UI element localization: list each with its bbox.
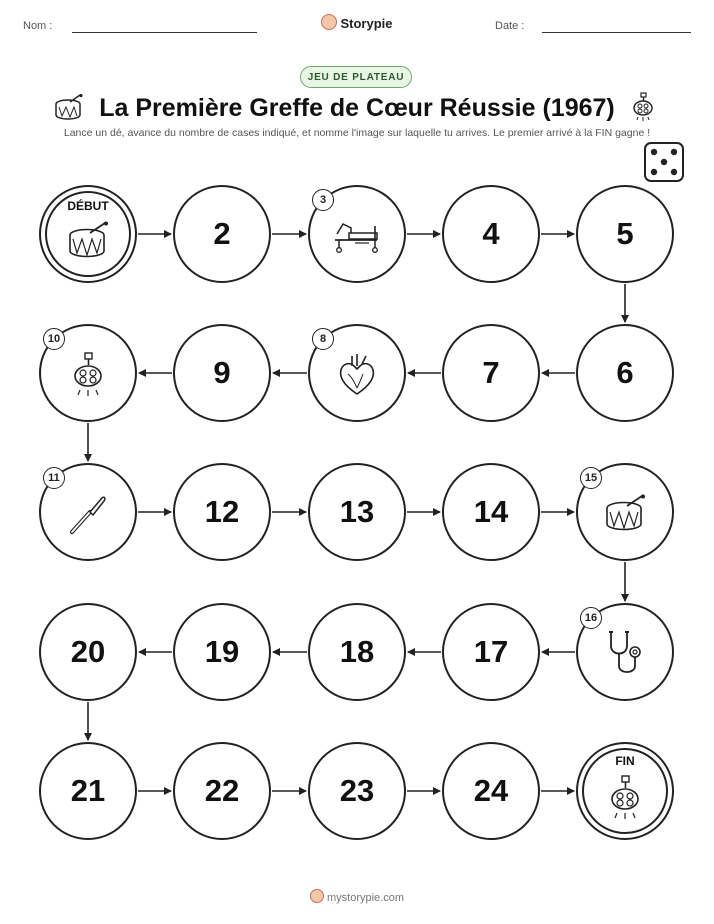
cell-number-badge: 8	[312, 328, 334, 350]
instructions: Lance un dé, avance du nombre de cases indiqué, et nomme l'image sur laquelle tu arrives. Le premier arrivé à la FIN gagne !	[63, 127, 651, 139]
start-label: DÉBUT	[67, 199, 109, 213]
cell-number: 17	[473, 634, 509, 669]
board-cell-23	[308, 742, 406, 840]
board-cell-25	[576, 742, 674, 840]
board-cell-12	[173, 463, 271, 561]
finish-label: FIN	[615, 754, 635, 768]
cell-number: 24	[473, 773, 509, 808]
cell-number: 20	[70, 634, 106, 669]
drum-icon	[602, 494, 648, 539]
board-cell-10	[39, 324, 137, 422]
cell-number: 19	[204, 634, 240, 669]
cell-number: 22	[204, 773, 240, 808]
date-label: Date :	[495, 20, 525, 32]
board-cell-9	[173, 324, 271, 422]
board-cell-5	[576, 185, 674, 283]
heart-icon	[335, 352, 379, 403]
board-cell-21	[39, 742, 137, 840]
storypie-logo-icon	[310, 889, 324, 903]
board-cell-11	[39, 463, 137, 561]
name-label: Nom :	[23, 20, 53, 32]
cell-number: 9	[213, 355, 231, 390]
cell-number: 4	[482, 216, 500, 251]
board-cell-15	[576, 463, 674, 561]
cell-number-badge: 15	[580, 467, 602, 489]
surgical-lamp-icon	[70, 352, 106, 403]
board-cell-8	[308, 324, 406, 422]
cell-number-badge: 3	[312, 189, 334, 211]
board-cell-2	[173, 185, 271, 283]
cell-number: 5	[616, 216, 634, 251]
page-title: La Première Greffe de Cœur Réussie (1967)	[99, 94, 615, 122]
storypie-logo-icon	[321, 14, 337, 30]
cell-number: 2	[213, 216, 231, 251]
stethoscope-icon	[603, 628, 647, 685]
name-line[interactable]	[72, 32, 257, 33]
board-cell-18	[308, 603, 406, 701]
cell-number: 6	[616, 355, 634, 390]
cell-number: 23	[339, 773, 375, 808]
cell-number: 14	[473, 494, 509, 529]
cell-number: 13	[339, 494, 375, 529]
board-cell-20	[39, 603, 137, 701]
cell-number: 18	[339, 634, 375, 669]
surgical-lamp-icon	[630, 92, 656, 122]
footer	[0, 889, 714, 904]
board-cell-4	[442, 185, 540, 283]
surgical-lamp-icon	[607, 775, 643, 826]
date-line[interactable]	[542, 32, 691, 33]
cell-number: 7	[482, 355, 500, 390]
board-cell-24	[442, 742, 540, 840]
cell-number: 21	[70, 773, 106, 808]
game-type-badge: JEU DE PLATEAU	[300, 66, 412, 88]
board-cell-3	[308, 185, 406, 283]
footer-url: mystorypie.com	[326, 892, 405, 904]
cell-number-badge: 10	[43, 328, 65, 350]
board-cell-19	[173, 603, 271, 701]
drum-icon	[65, 221, 111, 266]
board-cell-7	[442, 324, 540, 422]
cell-number: 12	[204, 494, 240, 529]
board-cell-6	[576, 324, 674, 422]
cell-number-badge: 16	[580, 607, 602, 629]
board-cell-13	[308, 463, 406, 561]
cell-number-badge: 11	[43, 467, 65, 489]
brand	[0, 14, 714, 31]
board-cell-1	[39, 185, 137, 283]
board-cell-22	[173, 742, 271, 840]
brand-name: Storypie	[340, 16, 393, 31]
hospital-bed-icon	[331, 216, 383, 261]
scalpel-icon	[68, 492, 108, 541]
dice-icon	[643, 141, 685, 183]
board-cell-14	[442, 463, 540, 561]
board-cell-16	[576, 603, 674, 701]
board-cell-17	[442, 603, 540, 701]
